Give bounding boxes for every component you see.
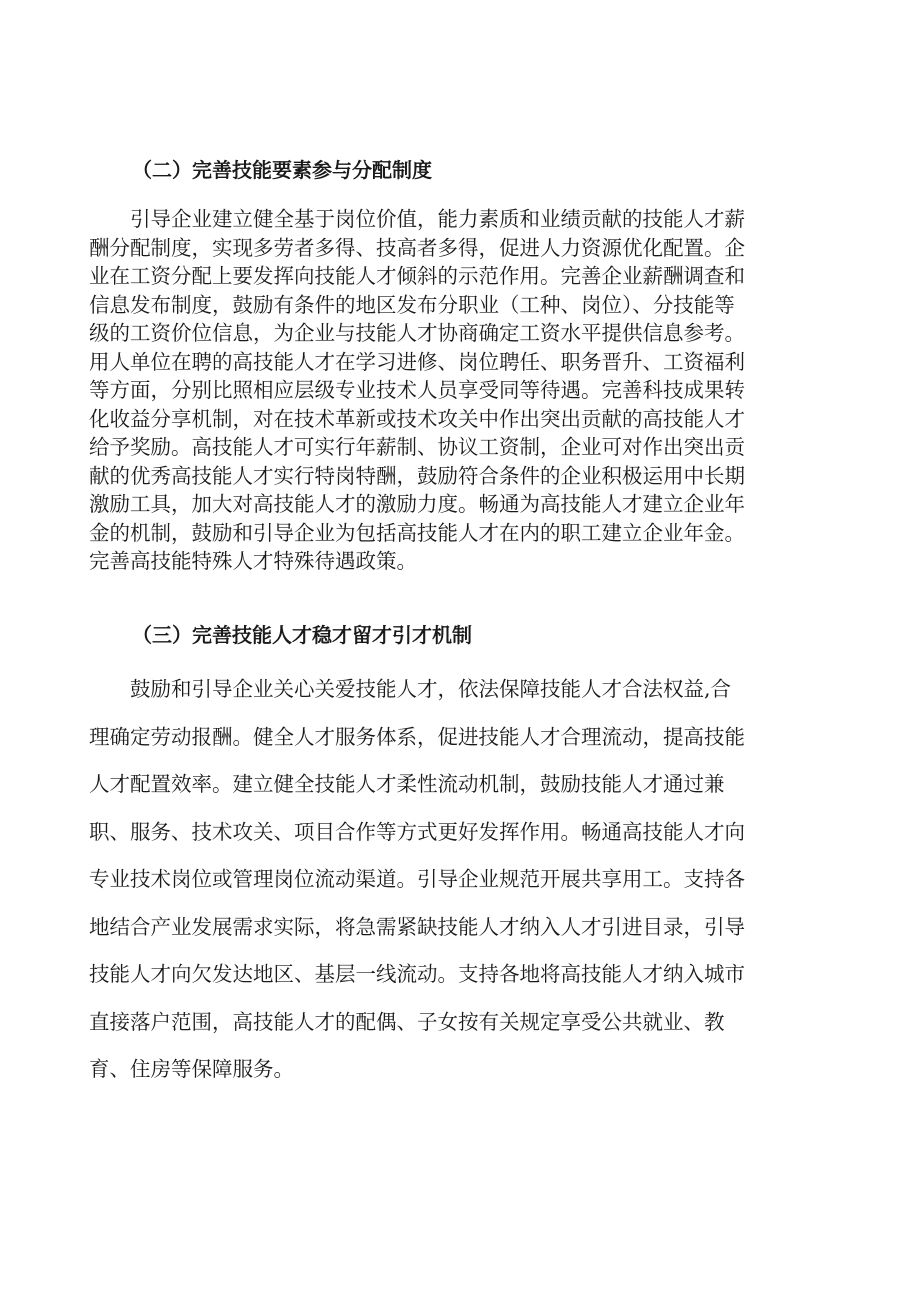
paragraph-line: 育、住房等保障服务。 bbox=[89, 1057, 294, 1081]
section-2-paragraph bbox=[89, 205, 745, 576]
paragraph-line: 鼓励和引导企业关心关爱技能人才，依法保障技能人才合法权益,合 bbox=[130, 677, 732, 701]
paragraph-line: 级的工资价位信息，为企业与技能人才协商确定工资水平提供信息参考。 bbox=[89, 321, 745, 345]
paragraph-line: 完善高技能特殊人才特殊待遇政策。 bbox=[89, 549, 417, 573]
paragraph-line: 专业技术岗位或管理岗位流动渠道。引导企业规范开展共享用工。支持各 bbox=[89, 867, 745, 891]
paragraph-line: 业在工资分配上要发挥向技能人才倾斜的示范作用。完善企业薪酬调查和 bbox=[89, 264, 745, 288]
paragraph-line: 职、服务、技术攻关、项目合作等方式更好发挥作用。畅通高技能人才向 bbox=[89, 819, 745, 844]
paragraph-line: 给予奖励。高技能人才可实行年薪制、协议工资制，企业可对作出突出贡 bbox=[89, 435, 745, 459]
paragraph-line: 金的机制，鼓励和引导企业为包括高技能人才在内的职工建立企业年金。 bbox=[89, 520, 745, 545]
paragraph-line: 信息发布制度，鼓励有条件的地区发布分职业（工种、岗位）、分技能等 bbox=[89, 292, 735, 317]
paragraph-line: 用人单位在聘的高技能人才在学习进修、岗位聘任、职务晋升、工资福利 bbox=[89, 349, 745, 374]
paragraph-line: 理确定劳动报酬。健全人才服务体系，促进技能人才合理流动，提高技能 bbox=[89, 724, 745, 749]
section-heading-3: （三）完善技能人才稳才留才引才机制 bbox=[132, 623, 472, 647]
paragraph-line: 化收益分享机制，对在技术革新或技术攻关中作出突出贡献的高技能人才 bbox=[89, 406, 745, 431]
paragraph-line: 人才配置效率。建立健全技能人才柔性流动机制，鼓励技能人才通过兼 bbox=[89, 772, 725, 796]
section-heading-2: （二）完善技能要素参与分配制度 bbox=[132, 158, 432, 182]
paragraph-line: 直接落户范围，高技能人才的配偶、子女按有关规定享受公共就业、教 bbox=[89, 1009, 725, 1034]
paragraph-line: 等方面，分别比照相应层级专业技术人员享受同等待遇。完善科技成果转 bbox=[89, 378, 745, 402]
paragraph-line: 引导企业建立健全基于岗位价值，能力素质和业绩贡献的技能人才薪 bbox=[130, 207, 745, 231]
paragraph-line: 酬分配制度，实现多劳者多得、技高者多得，促进人力资源优化配置。企 bbox=[89, 235, 745, 260]
paragraph-line: 激励工具，加大对高技能人才的激励力度。畅通为高技能人才建立企业年 bbox=[89, 492, 745, 516]
paragraph-line: 地结合产业发展需求实际，将急需紧缺技能人才纳入人才引进目录，引导 bbox=[89, 914, 745, 939]
paragraph-line: 技能人才向欠发达地区、基层一线流动。支持各地将高技能人才纳入城市 bbox=[89, 962, 745, 986]
paragraph-line: 献的优秀高技能人才实行特岗特酬，鼓励符合条件的企业积极运用中长期 bbox=[89, 463, 745, 488]
section-3-paragraph bbox=[89, 666, 745, 1094]
